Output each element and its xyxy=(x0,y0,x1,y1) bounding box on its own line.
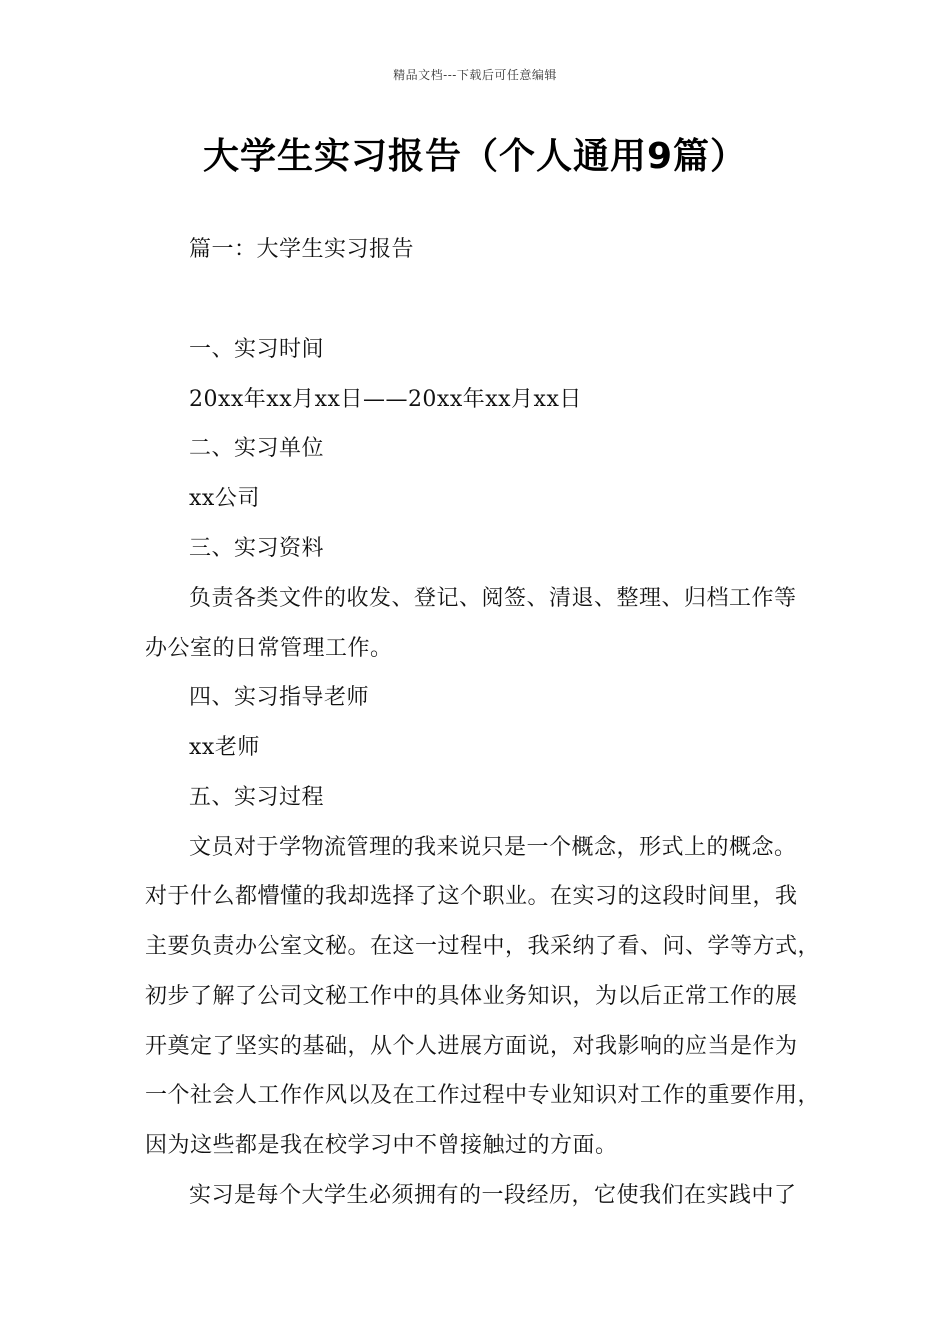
paragraph-line: 初步了解了公司文秘工作中的具体业务知识，为以后正常工作的展 xyxy=(145,984,798,1009)
paragraph-line: 对于什么都懵懂的我却选择了这个职业。在实习的这段时间里，我 xyxy=(145,884,798,909)
header-note: 精品文档---下载后可任意编辑 xyxy=(393,68,557,82)
paragraph-line: 因为这些都是我在校学习中不曾接触过的方面。 xyxy=(145,1133,618,1158)
item-heading: 二、实习单位 xyxy=(189,436,325,461)
paragraph-line: xx公司 xyxy=(189,486,260,511)
paragraph-line: xx老师 xyxy=(189,735,260,760)
paragraph-line: 20xx年xx月xx日——20xx年xx月xx日 xyxy=(189,387,582,412)
document-title: 大学生实习报告（个人通用9篇） xyxy=(202,136,748,177)
item-heading: 三、实习资料 xyxy=(189,536,325,561)
paragraph-line: 文员对于学物流管理的我来说只是一个概念，形式上的概念。 xyxy=(189,835,797,860)
paragraph-line: 主要负责办公室文秘。在这一过程中，我采纳了看、问、学等方式， xyxy=(145,934,821,959)
item-heading: 一、实习时间 xyxy=(189,337,325,362)
paragraph-line: 开奠定了坚实的基础，从个人进展方面说，对我影响的应当是作为 xyxy=(145,1034,798,1059)
paragraph-line: 一个社会人工作作风以及在工作过程中专业知识对工作的重要作用， xyxy=(145,1083,821,1108)
item-heading: 四、实习指导老师 xyxy=(189,685,370,710)
item-heading: 五、实习过程 xyxy=(189,785,325,810)
section-heading: 篇一：大学生实习报告 xyxy=(189,237,415,262)
paragraph-line: 实习是每个大学生必须拥有的一段经历，它使我们在实践中了 xyxy=(189,1183,797,1208)
paragraph-line: 办公室的日常管理工作。 xyxy=(145,636,393,661)
paragraph-line: 负责各类文件的收发、登记、阅签、清退、整理、归档工作等 xyxy=(189,586,797,611)
